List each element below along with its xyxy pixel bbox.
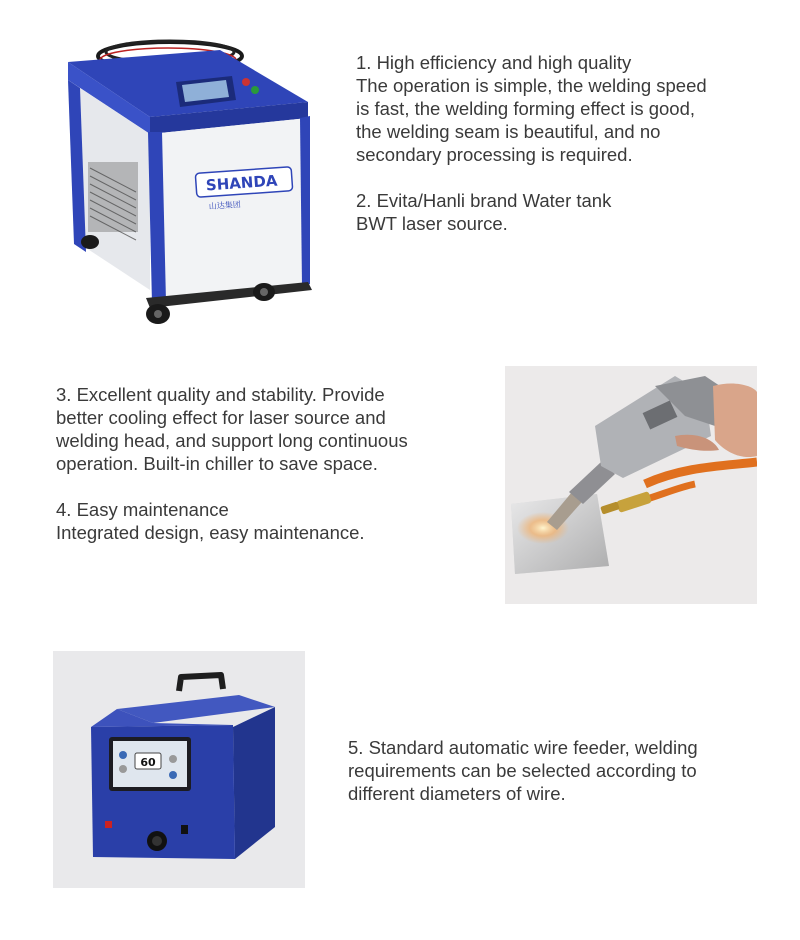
- feature-1-line: secondary processing is required.: [356, 144, 633, 165]
- machine-logo-text: SHANDA: [205, 171, 278, 195]
- feature-5-line: 5. Standard automatic wire feeder, welding: [348, 737, 698, 758]
- feature-3-line: operation. Built-in chiller to save space.: [56, 453, 378, 474]
- feature-4-title: 4. Easy maintenance: [56, 499, 229, 520]
- feature-3-line: welding head, and support long continuous: [56, 430, 408, 451]
- features-block-3: [348, 736, 768, 805]
- feature-5-line: requirements can be selected according to: [348, 760, 697, 781]
- features-block-1: [356, 51, 776, 235]
- feature-1-line: The operation is simple, the welding speed: [356, 75, 707, 96]
- laser-welding-machine-image: [50, 22, 320, 352]
- feature-1-line: is fast, the welding forming effect is good,: [356, 98, 696, 119]
- welding-gun-image: [505, 366, 757, 604]
- feature-3-line: better cooling effect for laser source and: [56, 407, 386, 428]
- wire-feeder-image: [53, 651, 305, 888]
- feature-5-line: different diameters of wire.: [348, 783, 566, 804]
- feature-2-line: BWT laser source.: [356, 213, 508, 234]
- feature-3-line: 3. Excellent quality and stability. Provide: [56, 384, 385, 405]
- machine-logo-cn-text: 山达集团: [208, 199, 242, 212]
- features-block-2: [56, 383, 476, 544]
- feature-1-line: the welding seam is beautiful, and no: [356, 121, 661, 142]
- feature-1-title: 1. High efficiency and high quality: [356, 52, 632, 73]
- feature-4-line: Integrated design, easy maintenance.: [56, 522, 365, 543]
- feeder-display-value: 60: [140, 756, 156, 769]
- feature-2-title: 2. Evita/Hanli brand Water tank: [356, 190, 612, 211]
